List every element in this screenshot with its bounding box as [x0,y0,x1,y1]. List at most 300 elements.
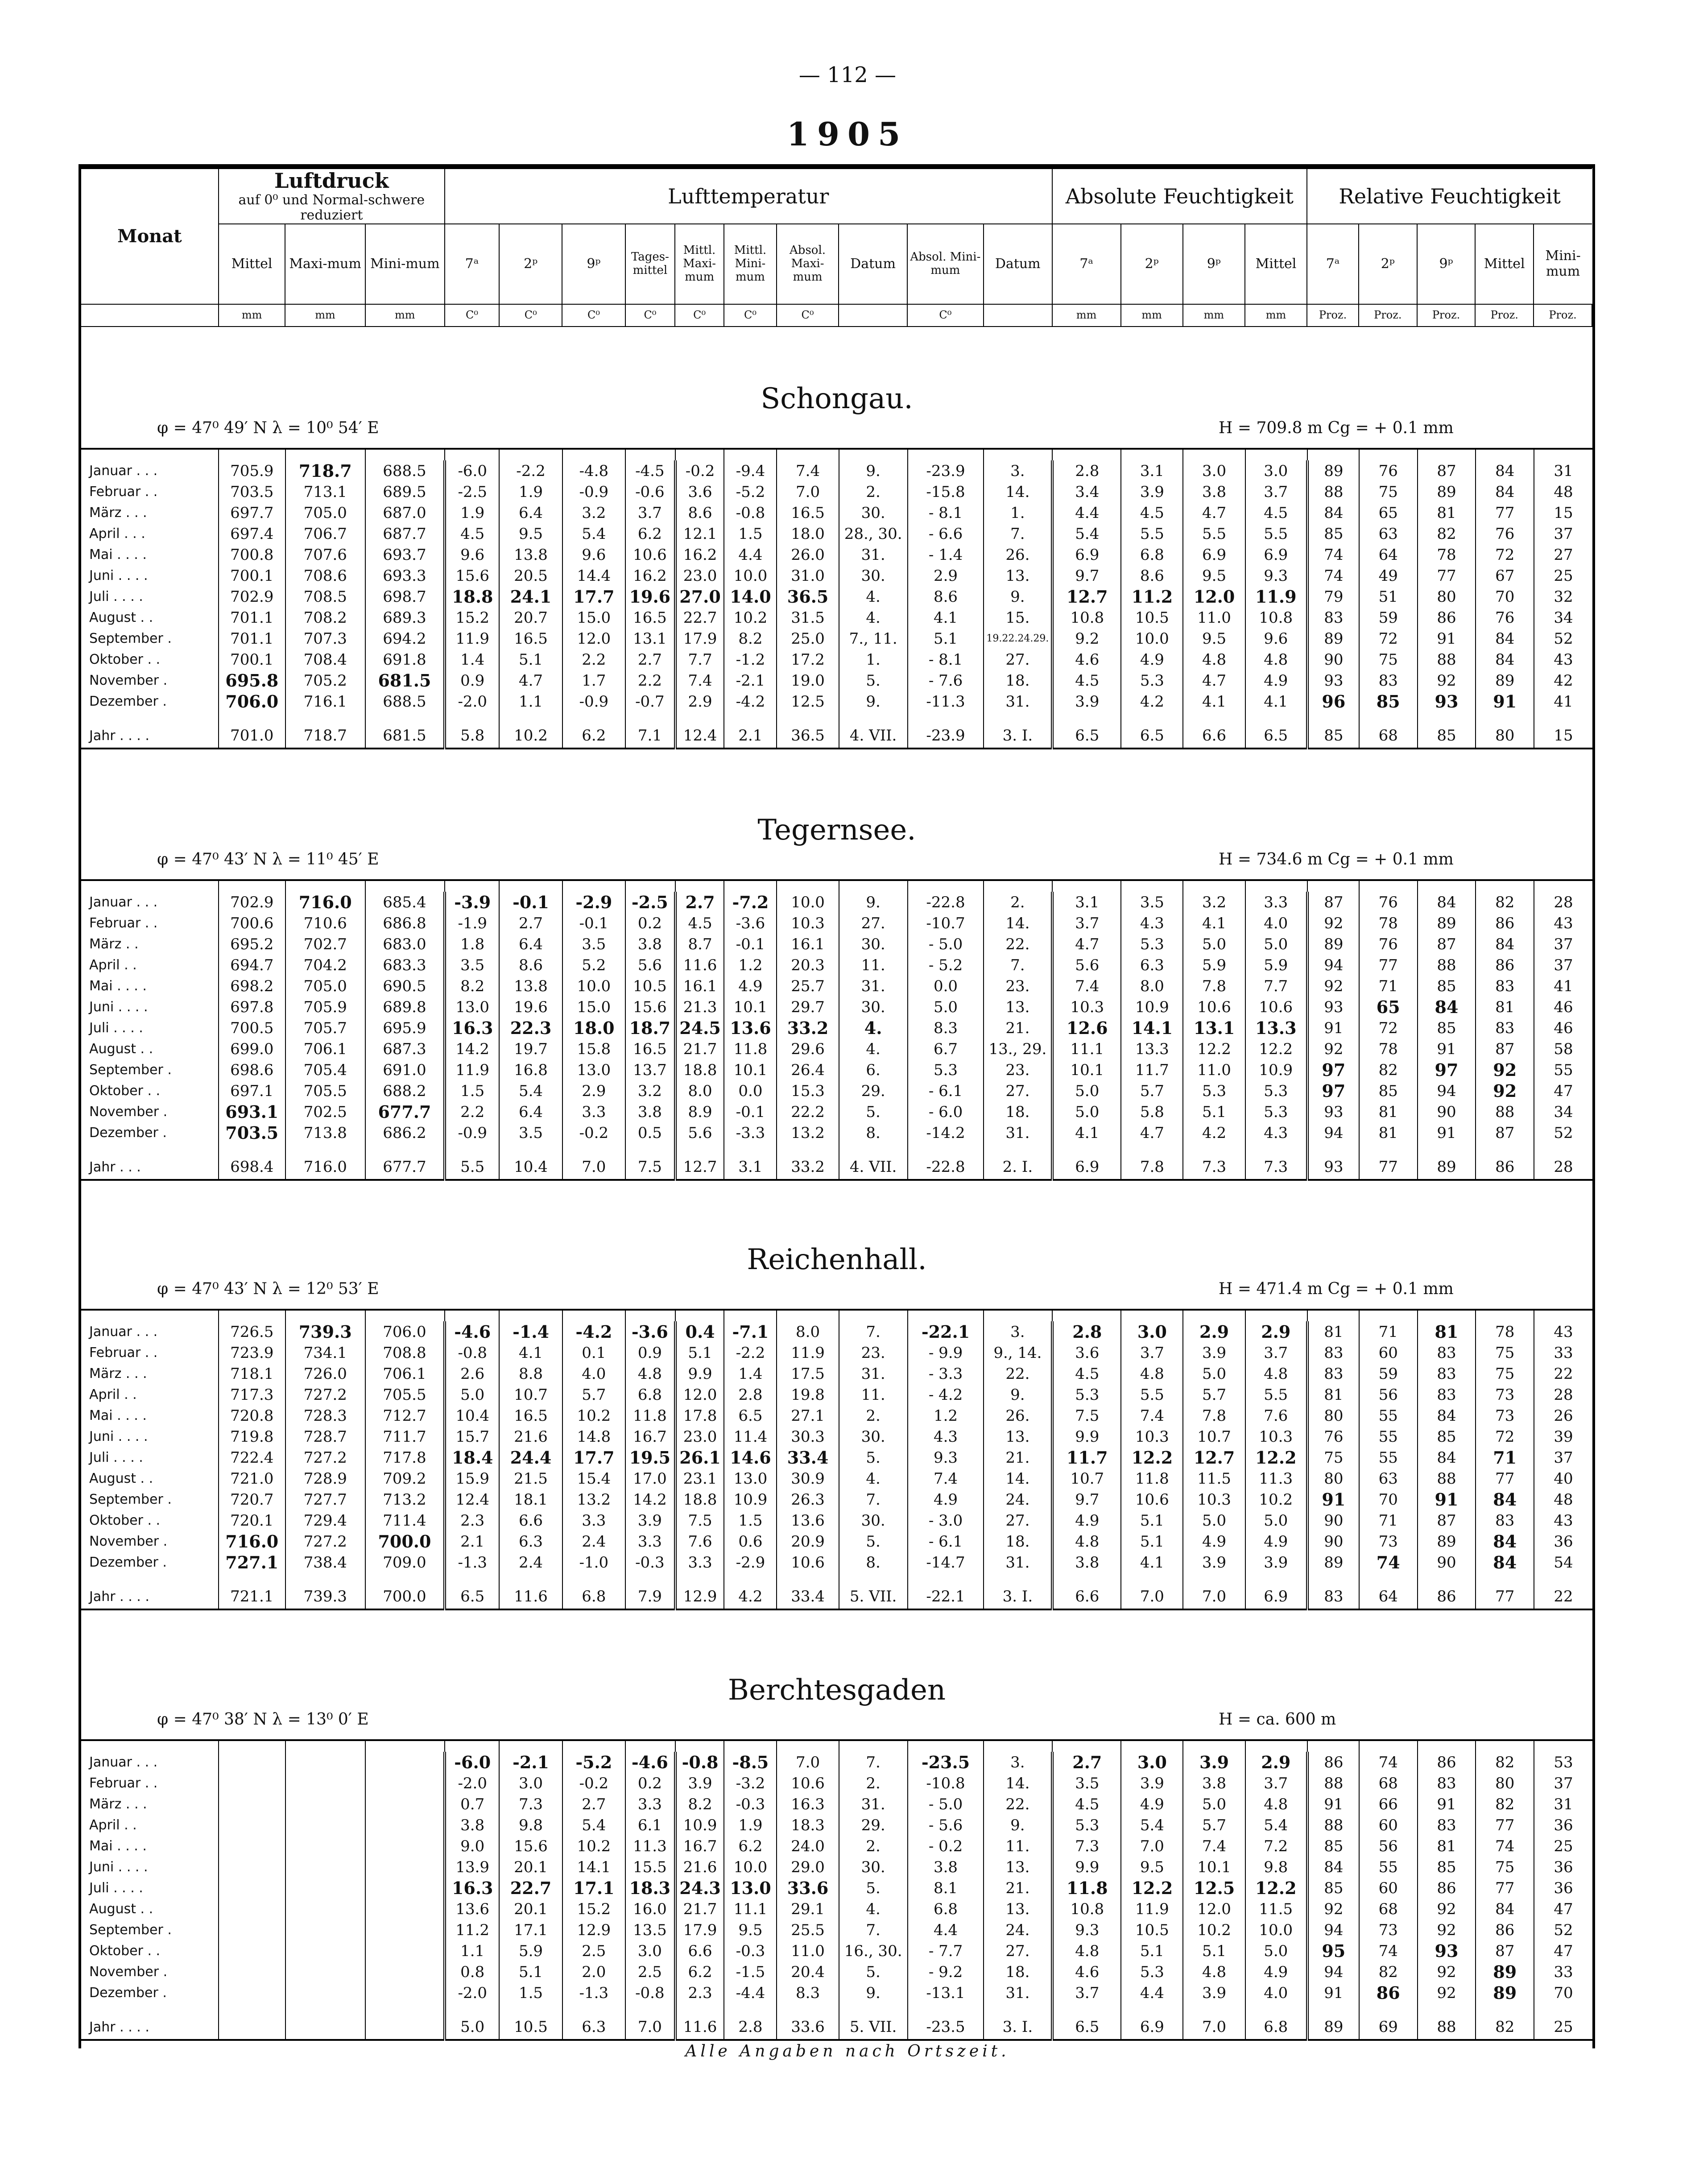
cell: 68 [1359,1899,1418,1919]
cell: -1.0 [562,1552,625,1573]
cell: -1.2 [724,649,777,670]
cell: 9.2 [1052,628,1121,649]
unit-6: C⁰ [625,304,675,327]
cell: 2.9 [908,565,984,586]
cell: 5.4 [1052,523,1121,544]
cell: 3.5 [499,1122,562,1143]
cell: 5.5 [1245,523,1307,544]
cell: 3.8 [625,1101,675,1122]
cell: 729.4 [285,1510,365,1531]
col-header-7: Mittl. Maxi-mum [675,224,724,304]
cell: 708.5 [285,586,365,607]
cell: 1.5 [724,1510,777,1531]
cell: 0.2 [625,1773,675,1794]
cell: 9.5 [499,523,562,544]
cell: 4.7 [1052,934,1121,955]
cell: 5.0 [1183,934,1245,955]
cell: 9.9 [1052,1426,1121,1447]
cell: 708.2 [285,607,365,628]
cell: 728.9 [285,1468,365,1489]
cell: 706.1 [365,1363,445,1384]
cell: 0.7 [445,1794,499,1815]
cell: 2. [839,1405,908,1426]
cell: 18.7 [625,1018,675,1038]
cell: 4.0 [1245,913,1307,934]
cell: 18. [984,1531,1052,1552]
cell: 11.5 [1183,1468,1245,1489]
cell: 0.1 [562,1342,625,1363]
cell: -3.2 [724,1773,777,1794]
cell: 4.8 [625,1363,675,1384]
cell: 5.3 [1245,1080,1307,1101]
cell: 9.6 [562,544,625,565]
cell: 705.0 [285,976,365,997]
cell: 700.5 [219,1018,285,1038]
cell: 87 [1476,1940,1534,1961]
station-coordinates: φ = 47⁰ 49′ N λ = 10⁰ 54′ E [157,419,379,437]
cell: -2.2 [724,1342,777,1363]
cell: 17.9 [675,1919,724,1940]
month-row [81,460,1592,481]
annual-row [81,1584,1592,1609]
cell: 2.8 [1052,460,1121,481]
cell: 10.8 [1052,607,1121,628]
cell: 4.8 [1052,1940,1121,1961]
cell: 11.3 [625,1836,675,1857]
cell: 21.7 [675,1038,724,1059]
cell: 7. [839,1321,908,1342]
cell: -0.8 [625,1982,675,2003]
month-row [81,934,1592,955]
cell: 10.0 [1121,628,1183,649]
cell: 702.5 [285,1101,365,1122]
cell: 16.5 [499,628,562,649]
cell: 4.9 [1121,649,1183,670]
cell: 27. [984,1080,1052,1101]
cell: 698.2 [219,976,285,997]
cell: 81 [1476,997,1534,1018]
station-name: Tegernsee. [757,814,916,847]
cell: 94 [1418,1080,1476,1101]
cell: 29.7 [777,997,839,1018]
month-label: März . . . [89,1796,147,1812]
luftdruck-sub: auf 0⁰ und Normal-schwere reduziert [238,192,425,223]
month-row [81,1059,1592,1080]
cell: 13.9 [445,1857,499,1878]
cell: 708.8 [365,1342,445,1363]
cell: 85 [1307,724,1359,749]
cell: 13.6 [445,1899,499,1919]
month-label: März . . [89,936,139,952]
cell: 2. [839,481,908,502]
cell: 23.1 [675,1468,724,1489]
cell: 26.1 [675,1447,724,1468]
cell: -15.8 [908,481,984,502]
cell: 9. [839,460,908,481]
month-row [81,1510,1592,1531]
cell: 705.9 [219,460,285,481]
cell: 84 [1476,649,1534,670]
cell: 31. [984,691,1052,712]
cell: 29.1 [777,1899,839,1919]
cell: 4.8 [1183,649,1245,670]
cell: 720.7 [219,1489,285,1510]
cell: 33 [1534,1961,1592,1982]
cell: 5.0 [1245,934,1307,955]
cell: - 1.4 [908,544,984,565]
cell: 3.3 [562,1510,625,1531]
cell: 33.4 [777,1584,839,1609]
cell [365,1961,445,1982]
cell: 2.7 [675,892,724,913]
col-header-4: 2ᵖ [499,224,562,304]
month-row [81,1773,1592,1794]
cell: 12.0 [562,628,625,649]
cell: 12.2 [1183,1038,1245,1059]
cell: 5.0 [1052,1101,1121,1122]
cell: 32 [1534,586,1592,607]
col-header-20: Mittel [1475,224,1534,304]
cell: 72 [1359,1018,1418,1038]
cell: 75 [1359,481,1418,502]
cell: 80 [1307,1405,1359,1426]
cell: - 6.1 [908,1080,984,1101]
cell: 47 [1534,1080,1592,1101]
cell: -0.9 [562,481,625,502]
cell: 2.7 [499,913,562,934]
cell: 10.2 [724,607,777,628]
cell: 716.0 [285,1155,365,1180]
cell: 4.5 [1052,670,1121,691]
cell: 87 [1418,460,1476,481]
cell: -22.8 [908,1155,984,1180]
cell: 4. [839,586,908,607]
cell: 3.5 [562,934,625,955]
month-label: August . . [89,1901,153,1917]
cell: 705.5 [365,1384,445,1405]
cell: 10.1 [724,1059,777,1080]
cell: -0.2 [675,460,724,481]
cell: 14.1 [562,1857,625,1878]
cell: 86 [1307,1752,1359,1773]
cell: 33.2 [777,1155,839,1180]
month-label: August . . [89,610,153,625]
cell: 4.1 [1183,913,1245,934]
cell [219,1857,285,1878]
month-row [81,1447,1592,1468]
cell: 64 [1359,544,1418,565]
cell: 83 [1307,1342,1359,1363]
cell: 3.9 [1121,481,1183,502]
cell: 92 [1476,1080,1534,1101]
cell [365,1982,445,2003]
cell: 13. [984,997,1052,1018]
cell: 5.3 [1121,934,1183,955]
cell: 1.5 [445,1080,499,1101]
col-header-16: Mittel [1245,224,1307,304]
cell: 700.8 [219,544,285,565]
cell: 2.4 [499,1552,562,1573]
cell: 72 [1476,1426,1534,1447]
cell: 739.3 [285,1584,365,1609]
col-header-13: 7ᵃ [1052,224,1121,304]
annual-row [81,2015,1592,2040]
cell: 4.1 [1183,691,1245,712]
col-header-10: Datum [839,224,907,304]
cell: 15.2 [445,607,499,628]
cell: 4. [839,1038,908,1059]
cell [365,2015,445,2040]
cell: 16.1 [675,976,724,997]
cell: 83 [1418,1384,1476,1405]
cell: 19.8 [777,1384,839,1405]
cell: 5.9 [499,1940,562,1961]
cell: 17.8 [675,1405,724,1426]
cell: 7.4 [1121,1405,1183,1426]
cell: 69 [1359,2015,1418,2040]
cell: 89 [1307,628,1359,649]
cell: 96 [1307,691,1359,712]
cell: 10.4 [445,1405,499,1426]
cell: 3.8 [445,1815,499,1836]
cell: 55 [1359,1447,1418,1468]
cell: 8.1 [908,1878,984,1899]
cell: 47 [1534,1940,1592,1961]
year-title: 1905 [786,115,909,153]
cell: 677.7 [365,1101,445,1122]
cell: 727.2 [285,1447,365,1468]
cell: 20.1 [499,1899,562,1919]
cell: 4. VII. [839,724,908,749]
cell: 84 [1476,1531,1534,1552]
cell: 13.0 [445,997,499,1018]
cell: 7. [839,1752,908,1773]
cell: 705.0 [285,502,365,523]
cell: 8.6 [1121,565,1183,586]
cell: 4.3 [1121,913,1183,934]
cell: 700.0 [365,1584,445,1609]
cell: 14. [984,913,1052,934]
cell [219,1919,285,1940]
cell: 3.0 [625,1940,675,1961]
cell: 90 [1418,1101,1476,1122]
cell: 700.1 [219,649,285,670]
cell: 60 [1359,1878,1418,1899]
cell: 1.5 [724,523,777,544]
cell: 95 [1307,1940,1359,1961]
cell: 6.9 [1245,544,1307,565]
cell: 5.4 [1121,1815,1183,1836]
cell: 1.9 [445,502,499,523]
cell: 34 [1534,1101,1592,1122]
cell: 710.6 [285,913,365,934]
cell: 91 [1418,1794,1476,1815]
month-label: August . . [89,1041,153,1057]
cell: 3.0 [1121,1752,1183,1773]
col-header-19: 9ᵖ [1417,224,1476,304]
cell: 15 [1534,724,1592,749]
month-label: Juli . . . . [89,589,143,604]
month-row [81,1552,1592,1573]
cell: 92 [1418,670,1476,691]
cell: 7.3 [1245,1155,1307,1180]
cell: 9.6 [1245,628,1307,649]
cell: 77 [1476,1468,1534,1489]
cell: 97 [1307,1080,1359,1101]
cell: 41 [1534,976,1592,997]
month-label: Mai . . . . [89,547,147,563]
cell [219,1773,285,1794]
month-label: Oktober . . [89,652,161,667]
cell: 73 [1476,1405,1534,1426]
cell: 10.9 [1245,1059,1307,1080]
cell: 97 [1418,1059,1476,1080]
cell: 5.3 [1121,670,1183,691]
cell: 84 [1418,1447,1476,1468]
cell: -1.5 [724,1961,777,1982]
cell: -6.0 [445,460,499,481]
cell: 726.0 [285,1363,365,1384]
cell: 6.6 [675,1940,724,1961]
cell: 5. [839,1531,908,1552]
cell: 6.2 [724,1836,777,1857]
cell: 10.7 [1052,1468,1121,1489]
cell: 81 [1307,1321,1359,1342]
cell: 4.5 [445,523,499,544]
cell: 58 [1534,1038,1592,1059]
cell: 6.3 [1121,955,1183,976]
month-label: Februar . . [89,915,158,931]
station-coordinates: φ = 47⁰ 43′ N λ = 11⁰ 45′ E [157,850,379,869]
cell: 75 [1359,649,1418,670]
cell: 5.5 [1183,523,1245,544]
cell: 36.5 [777,724,839,749]
cell: 705.4 [285,1059,365,1080]
cell: 77 [1418,565,1476,586]
cell: 39 [1534,1426,1592,1447]
cell: 87 [1307,892,1359,913]
cell: 89 [1476,1961,1534,1982]
cell: 64 [1359,1584,1418,1609]
cell: 4.7 [1183,502,1245,523]
cell: 84 [1476,460,1534,481]
cell: 6.2 [625,523,675,544]
cell: 12.0 [1183,586,1245,607]
cell: 10.9 [724,1489,777,1510]
cell: 13.2 [777,1122,839,1143]
cell: - 7.7 [908,1940,984,1961]
cell: 3.0 [499,1773,562,1794]
cell: 693.1 [219,1101,285,1122]
cell: 12.4 [445,1489,499,1510]
cell: 82 [1476,1794,1534,1815]
cell: 4.8 [1245,1363,1307,1384]
cell: 70 [1534,1982,1592,2003]
cell [285,1982,365,2003]
cell: 3. [984,460,1052,481]
cell: 3.9 [1121,1773,1183,1794]
cell: 81 [1359,1122,1418,1143]
cell [365,1919,445,1940]
cell: 2.7 [1052,1752,1121,1773]
cell: 13., 29. [984,1038,1052,1059]
cell: 9.6 [445,544,499,565]
cell: 18.4 [445,1447,499,1468]
cell: 13.7 [625,1059,675,1080]
cell: -2.9 [724,1552,777,1573]
cell: 694.2 [365,628,445,649]
cell: 3.3 [1245,892,1307,913]
cell: 13.0 [562,1059,625,1080]
cell: 9. [839,691,908,712]
cell: 7.4 [908,1468,984,1489]
cell: 683.3 [365,955,445,976]
cell: - 4.2 [908,1384,984,1405]
cell [365,1878,445,1899]
cell [285,2015,365,2040]
cell: 84 [1307,502,1359,523]
cell: 10.2 [499,724,562,749]
month-row [81,1878,1592,1899]
cell: 11.0 [777,1940,839,1961]
cell: 6.4 [499,1101,562,1122]
cell: 22 [1534,1584,1592,1609]
cell: - 7.6 [908,670,984,691]
cell: 11. [839,955,908,976]
cell: 89 [1418,913,1476,934]
cell: 86 [1418,1752,1476,1773]
cell: 5. [839,1961,908,1982]
cell: 26. [984,544,1052,565]
cell: 18.3 [777,1815,839,1836]
cell: 706.0 [365,1321,445,1342]
cell: 24.0 [777,1836,839,1857]
cell: 83 [1359,670,1418,691]
cell: 5.7 [1183,1815,1245,1836]
cell [219,1940,285,1961]
cell: 5.2 [562,955,625,976]
cell [365,1794,445,1815]
cell [365,1899,445,1919]
cell: 88 [1418,649,1476,670]
cell: -3.6 [724,913,777,934]
cell: 14. [984,1468,1052,1489]
station-name: Schongau. [761,382,913,415]
cell [219,1815,285,1836]
cell: 74 [1359,1940,1418,1961]
cell: 10.5 [625,976,675,997]
cell: 2.0 [562,1961,625,1982]
cell: 3.1 [1052,892,1121,913]
cell: -10.7 [908,913,984,934]
cell: 11.9 [1121,1899,1183,1919]
cell: 15.6 [445,565,499,586]
cell: 18.3 [625,1878,675,1899]
cell: 2.9 [1245,1321,1307,1342]
cell: 10.0 [562,976,625,997]
cell: 10.3 [777,913,839,934]
cell: 16.1 [777,934,839,955]
cell: 11.9 [445,628,499,649]
cell: 12.2 [1245,1878,1307,1899]
unit-9: C⁰ [777,304,839,327]
cell: 700.0 [365,1531,445,1552]
cell: 722.4 [219,1447,285,1468]
cell: 7.3 [499,1794,562,1815]
cell: 33.4 [777,1447,839,1468]
cell: 11. [839,1384,908,1405]
cell: 7.4 [675,670,724,691]
